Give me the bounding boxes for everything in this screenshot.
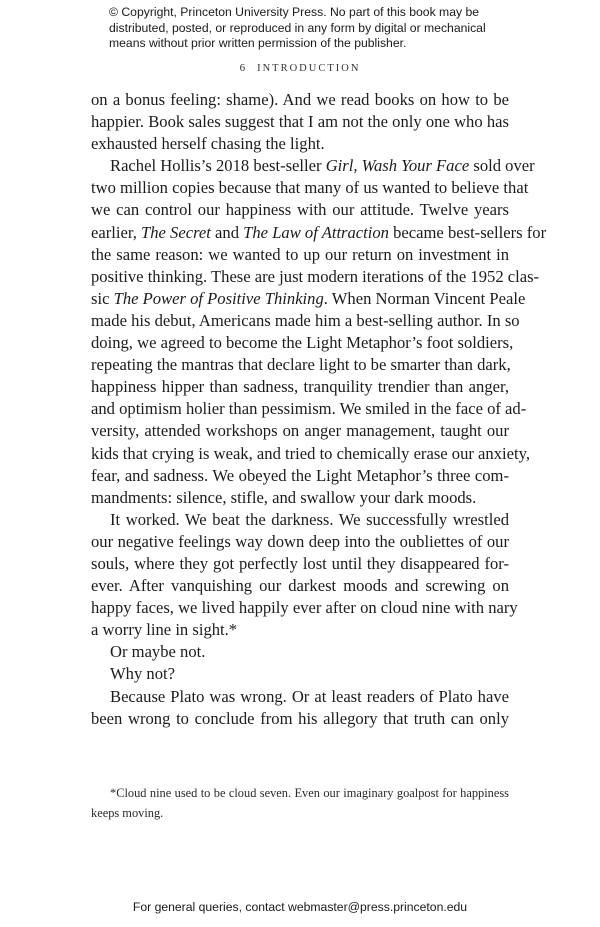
text-line: positive thinking. These are just modern iterations of the 1952 clas- (91, 266, 540, 286)
copyright-line: © Copyright, Princeton University Press. No part of this book may be (109, 5, 480, 19)
text-line: fear, and sadness. We obeyed the Light Metaphor’s three com- (91, 465, 509, 485)
copyright-line: means without prior written permission of the publisher. (109, 36, 407, 50)
text-span: and (210, 222, 244, 242)
text-line: Because Plato was wrong. Or at least readers of Plato have (110, 686, 509, 706)
contact-notice: For general queries, contact webmaster@press.princeton.edu (132, 900, 468, 914)
copyright-line: distributed, posted, or reproduced in any form by digital or mechanical (109, 20, 486, 35)
text-line: we can control our happiness with our attitude. Twelve years (91, 200, 509, 220)
text-line (91, 222, 547, 244)
text-span: earlier, (91, 222, 141, 242)
text-span: sic (91, 288, 114, 308)
text-line: been wrong to conclude from his allegory that truth can only (91, 708, 509, 728)
page-number: 6 (239, 62, 246, 74)
text-span: sold over (469, 156, 535, 176)
book-title: The Power of Positive Thinking (113, 288, 324, 308)
running-head (0, 62, 600, 74)
text-line: doing, we agreed to become the Light Metaphor’s foot soldiers, (91, 333, 514, 353)
text-line: It worked. We beat the darkness. We successfully wrestled (110, 509, 509, 529)
text-line: versity, attended workshops on anger management, taught our (91, 421, 509, 441)
book-title: Girl, Wash Your Face (325, 156, 470, 176)
text-line: Or maybe not. (110, 642, 206, 662)
text-line: Why not? (110, 664, 175, 684)
text-line: mandments: silence, stifle, and swallow your dark moods. (91, 487, 477, 507)
chapter-title: INTRODUCTION (257, 63, 361, 74)
text-line: two million copies because that many of us wanted to believe that (91, 178, 529, 198)
text-line: a worry line in sight.* (91, 620, 238, 640)
footnote-line: keeps moving. (91, 806, 164, 820)
text-line (91, 288, 526, 310)
book-title: The Law of Attraction (243, 222, 389, 242)
footnote (91, 783, 509, 823)
text-line: and optimism holier than pessimism. We smiled in the face of ad- (91, 399, 527, 419)
text-line: repeating the mantras that declare light to be smarter than dark, (91, 355, 511, 375)
text-span: . When Norman Vincent Peale (323, 288, 526, 308)
footnote-line: *Cloud nine used to be cloud seven. Even our imaginary goalpost for happiness (110, 786, 509, 800)
text-line: happier. Book sales suggest that I am not the only one who has (91, 112, 509, 132)
text-line: happy faces, we lived happily ever after on cloud nine with nary (91, 598, 518, 618)
text-line: ever. After vanquishing our darkest moods and screwing on (91, 576, 509, 596)
text-line: kids that crying is weak, and tried to chemically erase our anxiety, (91, 443, 530, 463)
text-line: our negative feelings way down deep into the oubliettes of our (91, 531, 509, 551)
copyright-notice (109, 5, 509, 52)
text-line: the same reason: we wanted to up our return on investment in (91, 244, 509, 264)
text-line (91, 155, 535, 177)
text-line: exhausted herself chasing the light. (91, 134, 325, 154)
text-line: on a bonus feeling: shame). And we read books on how to be (91, 90, 509, 109)
text-line: made his debut, Americans made him a best-selling author. In so (91, 310, 520, 330)
text-span: became best-sellers for (388, 222, 547, 242)
body-text (91, 89, 547, 730)
text-span: Rachel Hollis’s 2018 best-seller (110, 156, 326, 176)
text-line: happiness hipper than sadness, tranquility trendier than anger, (91, 377, 509, 397)
book-title: The Secret (141, 222, 211, 242)
text-line: souls, where they got perfectly lost until they disappeared for- (91, 553, 509, 573)
